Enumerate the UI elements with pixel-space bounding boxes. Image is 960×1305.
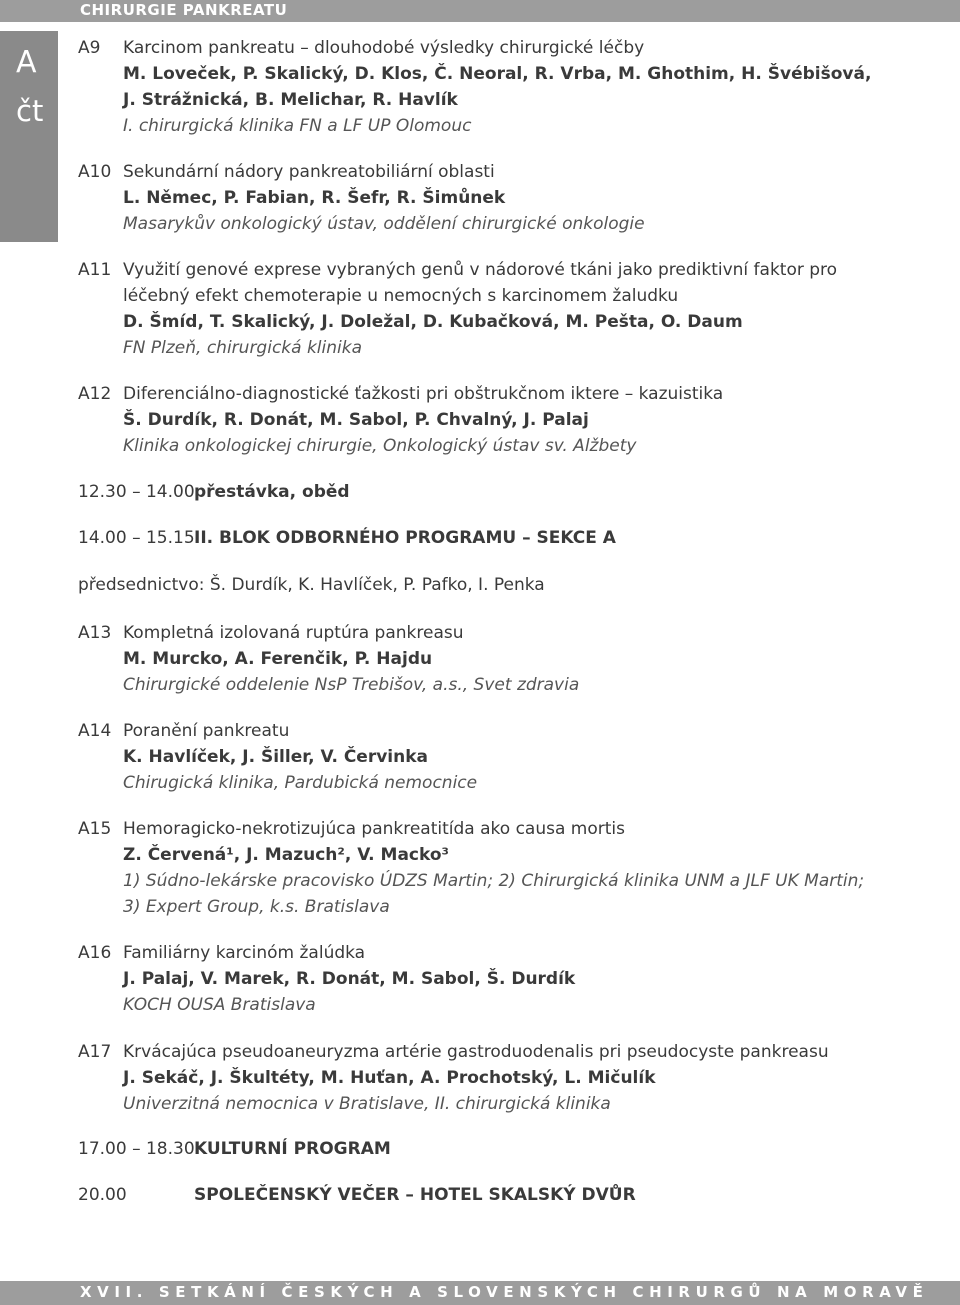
entry-affiliation-line: Masarykův onkologický ústav, oddělení chirurgické onkologie xyxy=(123,214,645,234)
entry-code: A12 xyxy=(78,384,112,404)
entry-code: A11 xyxy=(78,260,112,280)
entry-title-line: Sekundární nádory pankreatobiliární oblasti xyxy=(123,162,495,182)
entry-code: A10 xyxy=(78,162,112,182)
entry-body xyxy=(123,1039,933,1117)
entry-code: A13 xyxy=(78,623,112,643)
lunch-break xyxy=(78,479,350,505)
entry-authors-line: J. Sekáč, J. Škultéty, M. Huťan, A. Prochotský, L. Mičulík xyxy=(123,1068,656,1088)
header-bar xyxy=(0,0,960,22)
day-tab xyxy=(0,31,58,242)
entry-authors-line: J. Palaj, V. Marek, R. Donát, M. Sabol, Š. Durdík xyxy=(123,969,576,989)
entry-code: A9 xyxy=(78,38,101,58)
entry-affiliation-line: I. chirurgická klinika FN a LF UP Olomouc xyxy=(123,116,472,136)
entry-title-line: Poranění pankreatu xyxy=(123,721,290,741)
entry-authors-line: J. Strážnická, B. Melichar, R. Havlík xyxy=(123,90,458,110)
block-time: 14.00 – 15.15 xyxy=(78,528,195,548)
entry-title-line: Karcinom pankreatu – dlouhodobé výsledky chirurgické léčby xyxy=(123,38,645,58)
entry-code: A15 xyxy=(78,819,112,839)
footer-bar xyxy=(0,1281,960,1305)
section-title: CHIRURGIE PANKREATU xyxy=(80,1,288,19)
day-label: čt xyxy=(16,94,44,128)
entry-code: A17 xyxy=(78,1042,112,1062)
entry-body xyxy=(123,620,933,698)
entry-affiliation-line: KOCH OUSA Bratislava xyxy=(123,995,316,1015)
entry-title-line: léčebný efekt chemoterapie u nemocných s karcinomem žaludku xyxy=(123,286,679,306)
entry-authors-line: D. Šmíd, T. Skalický, J. Doležal, D. Kubačková, M. Pešta, O. Daum xyxy=(123,312,743,332)
entry-code: A16 xyxy=(78,943,112,963)
entry-affiliation-line: FN Plzeň, chirurgická klinika xyxy=(123,338,363,358)
entry-body xyxy=(123,940,933,1018)
culture-time: 17.00 – 18.30 xyxy=(78,1139,195,1159)
entry-affiliation-line: Univerzitná nemocnica v Bratislave, II. chirurgická klinika xyxy=(123,1094,611,1114)
conference-name: XVII. SETKÁNÍ ČESKÝCH A SLOVENSKÝCH CHIRURGŮ NA MORAVĚ xyxy=(80,1283,929,1301)
entry-affiliation-line: Chirurgické oddelenie NsP Trebišov, a.s., Svet zdravia xyxy=(123,675,580,695)
evening-label: SPOLEČENSKÝ VEČER – HOTEL SKALSKÝ DVŮR xyxy=(194,1185,636,1205)
entry-authors-line: L. Němec, P. Fabian, R. Šefr, R. Šimůnek xyxy=(123,188,506,208)
entry-affiliation-line: 1) Súdno-lekárske pracovisko ÚDZS Martin; 2) Chirurgická klinika UNM a JLF UK Martin; xyxy=(123,871,865,891)
entry-body xyxy=(123,718,933,796)
entry-code: A14 xyxy=(78,721,112,741)
entry-authors-line: K. Havlíček, J. Šiller, V. Červinka xyxy=(123,747,429,767)
entry-title-line: Krvácajúca pseudoaneuryzma artérie gastroduodenalis pri pseudocyste pankreasu xyxy=(123,1042,829,1062)
entry-body xyxy=(123,159,933,237)
entry-affiliation-line: 3) Expert Group, k.s. Bratislava xyxy=(123,897,390,917)
block-heading xyxy=(78,525,616,551)
entry-title-line: Hemoragicko-nekrotizujúca pankreatitída ako causa mortis xyxy=(123,819,625,839)
entry-authors-line: M. Loveček, P. Skalický, D. Klos, Č. Neoral, R. Vrba, M. Ghothim, H. Švébišová, xyxy=(123,64,872,84)
entry-title-line: Kompletná izolovaná ruptúra pankreasu xyxy=(123,623,464,643)
entry-body xyxy=(123,35,933,139)
entry-body xyxy=(123,816,933,920)
entry-title-line: Využití genové exprese vybraných genů v nádorové tkáni jako prediktivní faktor pro xyxy=(123,260,838,280)
lunch-time: 12.30 – 14.00 xyxy=(78,482,195,502)
evening-time: 20.00 xyxy=(78,1185,127,1205)
social-evening xyxy=(78,1182,636,1208)
entry-body xyxy=(123,257,933,361)
entry-authors-line: Z. Červená¹, J. Mazuch², V. Macko³ xyxy=(123,845,449,865)
section-letter: A xyxy=(16,45,37,80)
culture-program xyxy=(78,1136,391,1162)
entry-authors-line: Š. Durdík, R. Donát, M. Sabol, P. Chvalný, J. Palaj xyxy=(123,410,589,430)
entry-body xyxy=(123,381,933,459)
chair-line: předsednictvo: Š. Durdík, K. Havlíček, P. Pafko, I. Penka xyxy=(78,575,545,595)
entry-title-line: Familiárny karcinóm žalúdka xyxy=(123,943,366,963)
culture-label: KULTURNÍ PROGRAM xyxy=(194,1139,391,1159)
entry-authors-line: M. Murcko, A. Ferenčik, P. Hajdu xyxy=(123,649,433,669)
block-label: II. BLOK ODBORNÉHO PROGRAMU – SEKCE A xyxy=(194,528,616,548)
entry-affiliation-line: Chirugická klinika, Pardubická nemocnice xyxy=(123,773,478,793)
entry-affiliation-line: Klinika onkologickej chirurgie, Onkologický ústav sv. Alžbety xyxy=(123,436,637,456)
entry-title-line: Diferenciálno-diagnostické ťažkosti pri obštrukčnom iktere – kazuistika xyxy=(123,384,724,404)
lunch-label: přestávka, oběd xyxy=(194,482,350,502)
